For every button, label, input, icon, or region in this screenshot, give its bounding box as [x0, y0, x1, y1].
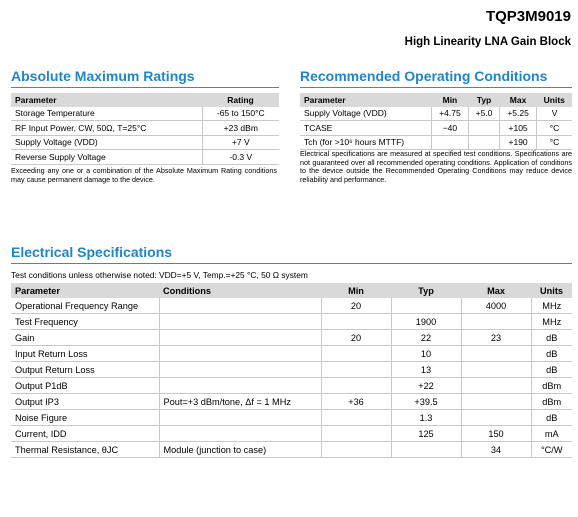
cell: 125	[391, 426, 461, 442]
col-header: Units	[537, 93, 572, 107]
cell: −40	[431, 121, 468, 136]
cell	[461, 314, 531, 330]
cell: dB	[531, 410, 572, 426]
part-number: TQP3M9019	[485, 8, 571, 25]
col-header: Units	[531, 283, 572, 298]
cell	[321, 314, 391, 330]
table-row	[11, 330, 572, 346]
cell: dBm	[531, 378, 572, 394]
cell	[391, 298, 461, 314]
cell: -65 to 150°C	[202, 107, 279, 121]
table-row	[300, 121, 572, 136]
cell	[159, 330, 321, 346]
cell: 1.3	[391, 410, 461, 426]
cell: 20	[321, 330, 391, 346]
cell: °C/W	[531, 442, 572, 458]
cell: Reverse Supply Voltage	[11, 150, 202, 165]
table-row	[11, 442, 572, 458]
cell	[461, 362, 531, 378]
cell	[461, 394, 531, 410]
cell: 4000	[461, 298, 531, 314]
cell: Supply Voltage (VDD)	[300, 107, 431, 121]
cell: dB	[531, 346, 572, 362]
cell: Noise Figure	[11, 410, 159, 426]
cell: °C	[537, 121, 572, 136]
cell: dBm	[531, 394, 572, 410]
cell: +36	[321, 394, 391, 410]
table-row	[11, 107, 279, 121]
cell	[159, 314, 321, 330]
cell: Test Frequency	[11, 314, 159, 330]
cell: MHz	[531, 314, 572, 330]
table-header-row	[300, 93, 572, 107]
cell: Operational Frequency Range	[11, 298, 159, 314]
elec-table	[11, 283, 572, 458]
cell: Gain	[11, 330, 159, 346]
col-header: Parameter	[11, 283, 159, 298]
table-row	[11, 426, 572, 442]
cell: dB	[531, 330, 572, 346]
table-row	[11, 378, 572, 394]
rec-op-rule	[300, 87, 572, 88]
cell: Pout=+3 dBm/tone, Δf = 1 MHz	[159, 394, 321, 410]
table-row	[11, 150, 279, 165]
cell	[391, 442, 461, 458]
cell	[431, 135, 468, 150]
abs-max-title: Absolute Maximum Ratings	[11, 68, 195, 84]
cell: 34	[461, 442, 531, 458]
abs-max-table	[11, 93, 279, 165]
cell	[159, 426, 321, 442]
cell: V	[537, 107, 572, 121]
cell: +105	[500, 121, 537, 136]
cell	[321, 442, 391, 458]
cell	[321, 426, 391, 442]
cell	[159, 362, 321, 378]
cell: Supply Voltage (VDD)	[11, 135, 202, 150]
cell	[159, 346, 321, 362]
cell: Module (junction to case)	[159, 442, 321, 458]
test-conditions: Test conditions unless otherwise noted: VDD=+5 V, Temp.=+25 °C, 50 Ω system	[11, 270, 308, 280]
cell	[461, 378, 531, 394]
col-header: Max	[461, 283, 531, 298]
cell: 22	[391, 330, 461, 346]
cell: 10	[391, 346, 461, 362]
cell: +5.25	[500, 107, 537, 121]
cell: 20	[321, 298, 391, 314]
cell	[321, 378, 391, 394]
rec-op-note: Electrical specifications are measured at specified test conditions. Specifications are not guaranteed over all recommended operating conditions. Application of conditions to the device outside the Recommended Operating Conditions may reduce device reliability and performance.	[300, 149, 572, 184]
cell: Thermal Resistance, θJC	[11, 442, 159, 458]
col-header: Typ	[391, 283, 461, 298]
rec-op-table	[300, 93, 572, 150]
col-header: Parameter	[11, 93, 202, 107]
cell: +23 dBm	[202, 121, 279, 136]
cell: Storage Temperature	[11, 107, 202, 121]
col-header: Parameter	[300, 93, 431, 107]
cell: RF Input Power, CW, 50Ω, T=25°C	[11, 121, 202, 136]
cell: Output P1dB	[11, 378, 159, 394]
table-row	[11, 121, 279, 136]
table-row	[11, 410, 572, 426]
cell: 150	[461, 426, 531, 442]
col-header: Rating	[202, 93, 279, 107]
table-row	[300, 135, 572, 150]
cell: 1900	[391, 314, 461, 330]
cell	[159, 410, 321, 426]
cell: Output Return Loss	[11, 362, 159, 378]
table-row	[11, 362, 572, 378]
cell: +22	[391, 378, 461, 394]
col-header: Min	[431, 93, 468, 107]
col-header: Conditions	[159, 283, 321, 298]
cell	[321, 410, 391, 426]
cell	[321, 346, 391, 362]
cell: +190	[500, 135, 537, 150]
cell	[461, 410, 531, 426]
cell	[468, 121, 499, 136]
elec-title: Electrical Specifications	[11, 244, 173, 260]
cell: Input Return Loss	[11, 346, 159, 362]
cell: °C	[537, 135, 572, 150]
subtitle: High Linearity LNA Gain Block	[404, 36, 571, 48]
col-header: Max	[500, 93, 537, 107]
cell	[468, 135, 499, 150]
elec-rule	[11, 263, 572, 264]
cell: +7 V	[202, 135, 279, 150]
cell	[159, 298, 321, 314]
cell: 23	[461, 330, 531, 346]
rec-op-title: Recommended Operating Conditions	[300, 68, 548, 84]
cell: TCASE	[300, 121, 431, 136]
cell: -0.3 V	[202, 150, 279, 165]
table-header-row	[11, 93, 279, 107]
cell: dB	[531, 362, 572, 378]
col-header: Typ	[468, 93, 499, 107]
cell: Current, IDD	[11, 426, 159, 442]
cell: MHz	[531, 298, 572, 314]
cell: Output IP3	[11, 394, 159, 410]
table-row	[300, 107, 572, 121]
table-row	[11, 298, 572, 314]
col-header: Min	[321, 283, 391, 298]
cell	[321, 362, 391, 378]
cell: Tch (for >10⁶ hours MTTF)	[300, 135, 431, 150]
abs-max-rule	[11, 87, 279, 88]
cell: mA	[531, 426, 572, 442]
cell	[461, 346, 531, 362]
cell: 13	[391, 362, 461, 378]
cell: +39.5	[391, 394, 461, 410]
table-row	[11, 394, 572, 410]
table-row	[11, 135, 279, 150]
table-header-row	[11, 283, 572, 298]
table-row	[11, 346, 572, 362]
cell: +4.75	[431, 107, 468, 121]
cell	[159, 378, 321, 394]
abs-max-note: Exceeding any one or a combination of the Absolute Maximum Rating conditions may cause permanent damage to the device.	[11, 166, 277, 184]
cell: +5.0	[468, 107, 499, 121]
table-row	[11, 314, 572, 330]
